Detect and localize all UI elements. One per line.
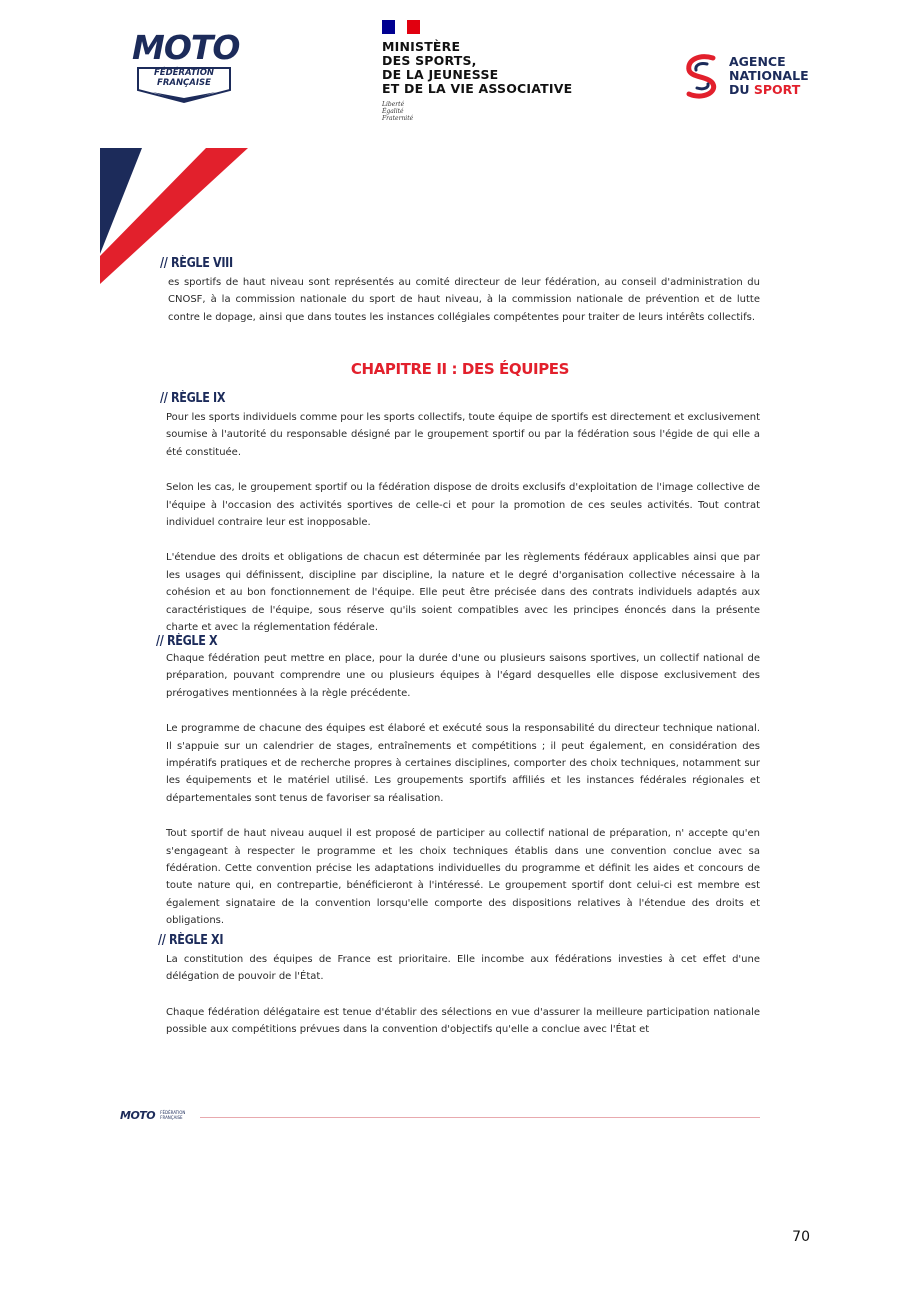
ministry-logo <box>382 20 612 122</box>
page-number: 70 <box>792 1229 810 1245</box>
ans-line-3 <box>729 83 809 97</box>
ministry-line: ET DE LA VIE ASSOCIATIVE <box>382 81 573 96</box>
ministry-line: DE LA JEUNESSE <box>382 67 499 82</box>
rule-10-title: // RÈGLE X <box>156 634 218 649</box>
ffm-logo <box>132 26 240 104</box>
footer-logo <box>120 1108 185 1122</box>
ans-s-icon <box>683 52 723 102</box>
ans-line: AGENCE <box>729 54 786 69</box>
footer-logo-line2: FRANÇAISE <box>160 1115 183 1120</box>
footer-logo-line1: FÉDÉRATION <box>160 1110 186 1115</box>
footer-logo-sub <box>160 1110 185 1120</box>
rule-9-paragraph: Pour les sports individuels comme pour les sports collectifs, toute équipe de sportifs est directement et exclusivement soumise à l'autorité du responsable désigné par le groupement sportif ou par la fédération sous l'égide de qui elle a été constituée. <box>166 412 760 458</box>
rule-10-paragraph: Tout sportif de haut niveau auquel il est proposé de participer au collectif national de préparation, n' accepte qu'en s'engageant à respecter le programme et les choix techniques établis dans une convention conclue avec sa fédération. Cette convention précise les adaptations individuelles du programme et définit les aides et concours de toute nature qui, en contrepartie, bénéficieront à l'intéressé. Le groupement sportif dont celui-ci est membre est également signataire de la convention lorsqu'elle comporte des dispositions relatives à l'étendue des droits et obligations. <box>166 828 760 927</box>
motto-line: Fraternité <box>382 115 414 122</box>
ministry-line: DES SPORTS, <box>382 53 477 68</box>
rule-9-paragraph: Selon les cas, le groupement sportif ou la fédération dispose de droits exclusifs d'exploitation de l'image collective de l'équipe à l'occasion des activités sportives de celle-ci et pour la promotion de ces seules activités. Tout contrat individuel contraire leur est inopposable. <box>166 482 760 529</box>
rule-11-title: // RÈGLE XI <box>158 933 224 948</box>
rule-10-paragraph: Chaque fédération peut mettre en place, pour la durée d'une ou plusieurs saisons sportives, un collectif national de préparation, pouvant comprendre une ou plusieurs équipes à l'égard desquelles elle dispose exclusivement des prérogatives mentionnées à la règle précédente. <box>166 653 760 699</box>
rule-8-title: // RÈGLE VIII <box>160 256 233 271</box>
rule-11-paragraph: Chaque fédération délégataire est tenue d'établir des sélections en vue d'assurer la meilleure participation nationale possible aux compétitions prévues dans la convention d'objectifs qu'elle a conclue avec l'État et <box>166 1006 760 1036</box>
footer-divider <box>200 1117 760 1118</box>
rule-9-title: // RÈGLE IX <box>160 391 226 406</box>
ans-line: DU <box>729 82 750 97</box>
rule-11-paragraph: La constitution des équipes de France est prioritaire. Elle incombe aux fédérations investies à cet effet d'une délégation de pouvoir de l'État. <box>166 954 760 983</box>
flag-white <box>395 20 408 34</box>
motto-line: Égalité <box>382 108 404 115</box>
motto-line: Liberté <box>382 101 405 108</box>
ffm-logo-line1: FÉDÉRATION <box>153 68 215 78</box>
footer-logo-word: MOTO <box>120 1108 156 1122</box>
ans-line: NATIONALE <box>729 68 809 83</box>
french-flag-icon <box>382 20 420 34</box>
ffm-logo-line2: FRANÇAISE <box>157 78 211 88</box>
rule-8-paragraph: es sportifs de haut niveau sont représentés au comité directeur de leur fédération, au conseil d'administration du CNOSF, à la commission nationale du sport de haut niveau, à la commission nationale de prévention et de lutte contre le dopage, ainsi que dans toutes les instances collégiales compétentes pour traiter de leurs intérêts collectifs. <box>168 277 760 323</box>
flag-red <box>407 20 420 34</box>
ans-highlight: SPORT <box>753 82 801 97</box>
ans-logo <box>683 52 823 102</box>
rule-10-paragraph: Le programme de chacune des équipes est élaboré et exécuté sous la responsabilité du directeur technique national. Il s'appuie sur un calendrier de stages, entraînements et compétitions ; il peut également, en considération des impératifs pratiques et de recherche propres à certaines disciplines, comporter des choix techniques, notamment sur les équipements et le matériel utilisé. Les groupements sportifs affiliés et les instances fédérales régionales et départementales sont tenus de favoriser sa réalisation. <box>166 723 760 804</box>
flag-blue <box>382 20 395 34</box>
rule-9-paragraph: L'étendue des droits et obligations de chacun est déterminée par les règlements fédéraux applicables ainsi que par les usages qui définissent, discipline par discipline, la nature et le degré d'organisation collective nécessaire à la cohésion et au bon fonctionnement de l'équipe. Elle peut être précisée dans des contrats individuels adaptés aux caractéristiques de l'équipe, sous réserve qu'ils soient compatibles avec les principes énoncés dans la présente charte et avec la réglementation fédérale. <box>166 552 760 634</box>
ffm-logo-word: MOTO <box>132 28 240 67</box>
ministry-line: MINISTÈRE <box>382 39 461 54</box>
chapter-title: CHAPITRE II : DES ÉQUIPES <box>350 360 570 378</box>
